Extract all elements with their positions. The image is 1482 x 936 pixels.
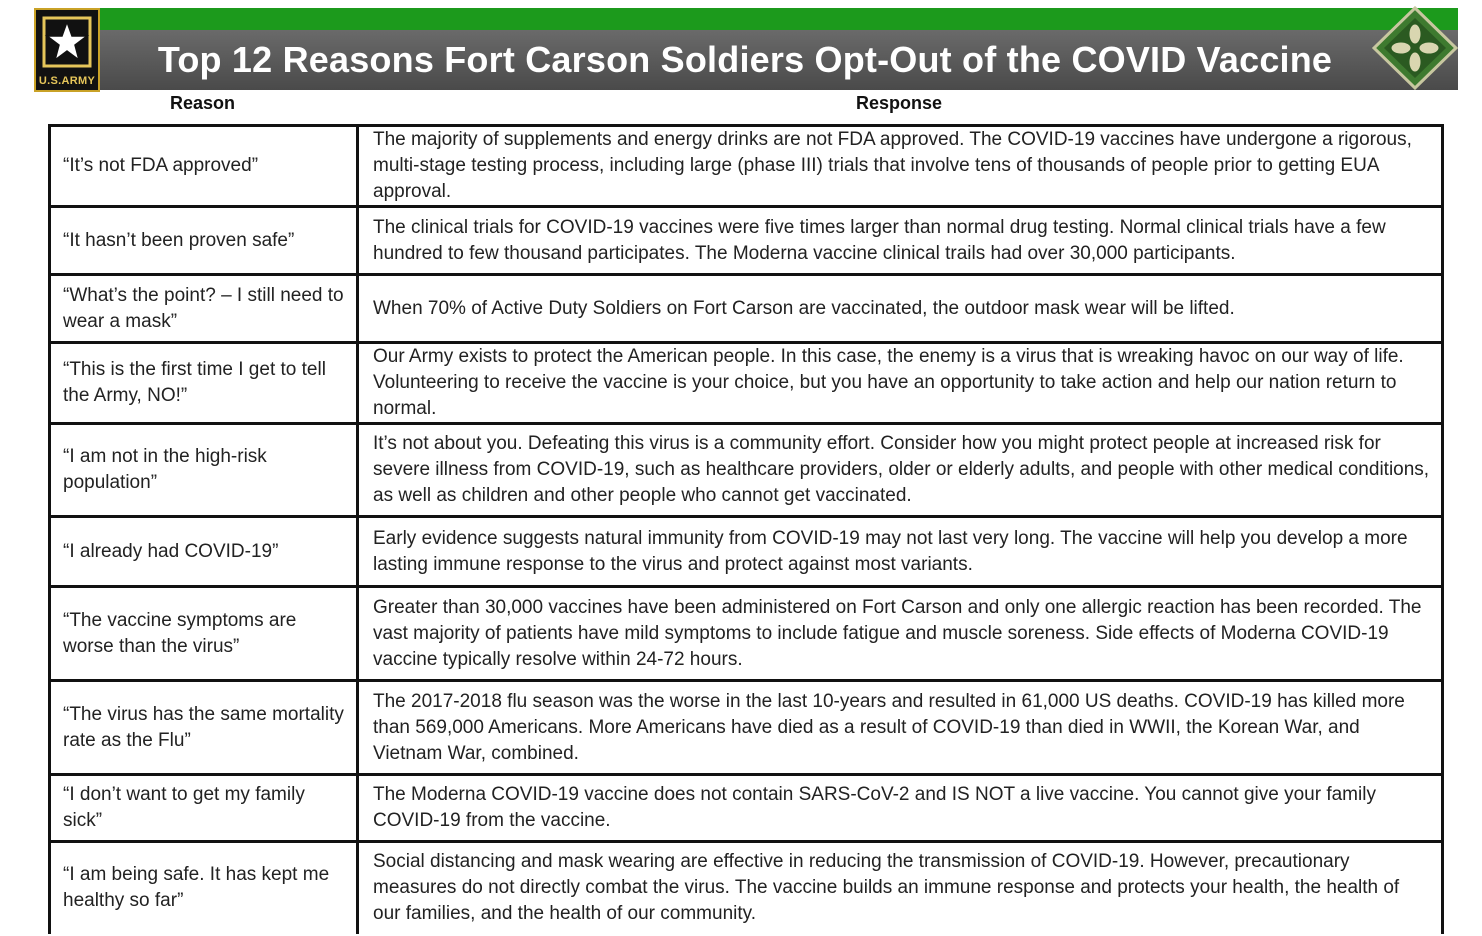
header-green-bar — [100, 8, 1458, 30]
reason-cell: “The virus has the same mortality rate as the Flu” — [50, 681, 358, 775]
army-logo-text: U.S.ARMY — [38, 75, 96, 87]
reason-cell: “I don’t want to get my family sick” — [50, 775, 358, 842]
reason-cell: “It hasn’t been proven safe” — [50, 207, 358, 275]
army-star-icon — [42, 14, 92, 70]
reason-column-header: Reason — [169, 92, 236, 113]
table-row — [50, 424, 1443, 517]
response-cell: Our Army exists to protect the American people. In this case, the enemy is a virus that is wreaking havoc on our way of life. Volunteering to receive the vaccine is your choice, but you have an opportunity to take action and help our nation return to normal. — [358, 343, 1443, 424]
table-row — [50, 126, 1443, 207]
response-cell: The 2017-2018 flu season was the worse in the last 10-years and resulted in 61,000 US deaths. COVID-19 has killed more than 569,000 Americans. More Americans have died as a result of COVID-19 than died in WWII, the Korean War, and Vietnam War, combined. — [358, 681, 1443, 775]
response-cell: The Moderna COVID-19 vaccine does not contain SARS-CoV-2 and IS NOT a live vaccine. You cannot give your family COVID-19 from the vaccine. — [358, 775, 1443, 842]
reason-cell: “What’s the point? – I still need to wear a mask” — [50, 275, 358, 343]
response-cell: Social distancing and mask wearing are effective in reducing the transmission of COVID-19. However, precautionary measures do not directly combat the virus. The vaccine builds an immune response and protects your health, the health of our families, and the health of our community. — [358, 842, 1443, 934]
response-cell: Early evidence suggests natural immunity from COVID-19 may not last very long. The vaccine will help you develop a more lasting immune response to the virus and protect against most variants. — [358, 517, 1443, 587]
table-row — [50, 275, 1443, 343]
response-cell: It’s not about you. Defeating this virus is a community effort. Consider how you might protect people at increased risk for severe illness from COVID-19, such as healthcare providers, older or elderly adults, and people with other medical conditions, as well as children and other people who cannot get vaccinated. — [358, 424, 1443, 517]
table-row — [50, 842, 1443, 934]
table-row — [50, 775, 1443, 842]
reason-cell: “I am being safe. It has kept me healthy so far” — [50, 842, 358, 934]
table-row — [50, 207, 1443, 275]
reason-cell: “I am not in the high-risk population” — [50, 424, 358, 517]
reason-cell: “I already had COVID-19” — [50, 517, 358, 587]
reason-cell: “The vaccine symptoms are worse than the virus” — [50, 587, 358, 681]
table-row — [50, 587, 1443, 681]
reason-cell: “This is the first time I get to tell the Army, NO!” — [50, 343, 358, 424]
page-title: Top 12 Reasons Fort Carson Soldiers Opt-Out of the COVID Vaccine — [157, 39, 1333, 80]
ivy-division-patch-icon — [1372, 6, 1458, 90]
table-row — [50, 681, 1443, 775]
reasons-table — [48, 124, 1444, 934]
us-army-logo — [34, 8, 100, 92]
reason-cell: “It’s not FDA approved” — [50, 126, 358, 207]
table-row — [50, 343, 1443, 424]
response-cell: The majority of supplements and energy drinks are not FDA approved. The COVID-19 vaccines have undergone a rigorous, multi-stage testing process, including large (phase III) trials that involve tens of thousands of people prior to getting EUA approval. — [358, 126, 1443, 207]
table-row — [50, 517, 1443, 587]
response-column-header: Response — [855, 92, 943, 113]
response-cell: Greater than 30,000 vaccines have been administered on Fort Carson and only one allergic reaction has been recorded. The vast majority of patients have mild symptoms to include fatigue and muscle soreness. Side effects of Moderna COVID-19 vaccine typically resolve within 24-72 hours. — [358, 587, 1443, 681]
response-cell: The clinical trials for COVID-19 vaccines were five times larger than normal drug testing. Normal clinical trials have a few hundred to few thousand participates. The Moderna vaccine clinical trails had over 30,000 participants. — [358, 207, 1443, 275]
response-cell: When 70% of Active Duty Soldiers on Fort Carson are vaccinated, the outdoor mask wear will be lifted. — [358, 275, 1443, 343]
